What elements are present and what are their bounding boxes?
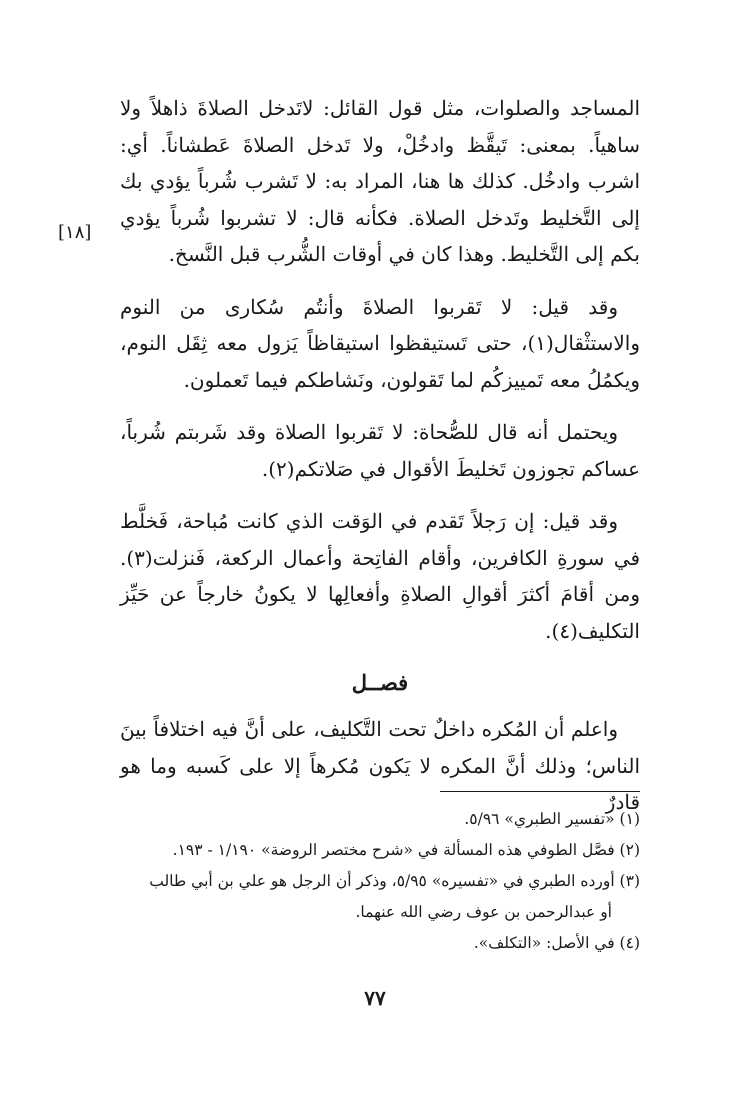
paragraph-3: ويحتمل أنه قال للصُّحاة: لا تَقربوا الصلاة وقد شَربتم شُرباً، عساكم تجوزون تَخليطَ الأقوال في صَلاتكم(٢). (120, 420, 640, 481)
footnote-3 (120, 866, 640, 928)
footnote-2: (٢) فصَّل الطوفي هذه المسألة في «شرح مختصر الروضة» ١/١٩٠ - ١٩٣. (172, 841, 640, 859)
footnote-3-text: (٣) أورده الطبري في «تفسيره» ٥/٩٥، وذكر أن الرجل هو علي بن أبي طالب (149, 872, 640, 890)
paragraph-2: وقد قيل: لا تَقربوا الصلاةَ وأنتُم سُكارى من النوم والاستثْقال(١)، حتى تَستيقظوا استيقاظاً يَزول معه ثِقَل النوم، ويكمُلُ معه تَمييزكُم لما تَقولون، ونَشاطكم فيما تَعملون. (120, 294, 640, 392)
paragraph-4: وقد قيل: إن رَجلاً تَقدم في الوَقت الذي كانت مُباحة، فَخلَّط في سورةِ الكافرين، وأقام الفاتِحة وأعمال الركعة، فَنزلت(٣). ومن أقامَ أكثرَ أقوالِ الصلاةِ وأفعالِها لا يكونُ خارجاً عن حَيِّز التكليف(٤). (120, 509, 640, 643)
footnote-divider (440, 791, 640, 792)
footnote-4: (٤) في الأصل: «التكلف». (473, 934, 640, 952)
paragraph-1: المساجد والصلوات، مثل قول القائل: لاتَدخل الصلاةَ ذاهلاً ولا ساهياً. بمعنى: تَيقَّظ وادخُلْ، ولا تَدخل الصلاةَ عَطشاناً. أي: اشرب وادخُل. كذلك ها هنا، المراد به: لا تَشرب شُرباً يؤدي بك إلى التَّخليط وتَدخل الصلاة. فكأنه قال: لا تشربوا شُرباً يؤدي بكم إلى التَّخليط. وهذا كان في أوقات الشُّرب قبل النَّسخ. (120, 96, 640, 266)
section-paragraph: واعلم أن المُكره داخلٌ تحت التَّكليف، على أنَّ فيه اختلافاً بينَ الناس؛ وذلك أنَّ المكره لا يَكون مُكرهاً إلا على كَسبه وما هو قادرٌ (120, 717, 640, 814)
manuscript-page-reference: [١٨] (58, 222, 92, 243)
main-text (120, 90, 640, 837)
footnotes (120, 804, 640, 959)
page-number: ٧٧ (364, 986, 386, 1010)
section-heading: فصــل (351, 670, 409, 695)
footnote-3-continuation: أو عبدالرحمن بن عوف رضي الله عنهما. (355, 903, 612, 921)
footnote-1: (١) «تفسير الطبري» ٥/٩٦. (464, 810, 640, 828)
